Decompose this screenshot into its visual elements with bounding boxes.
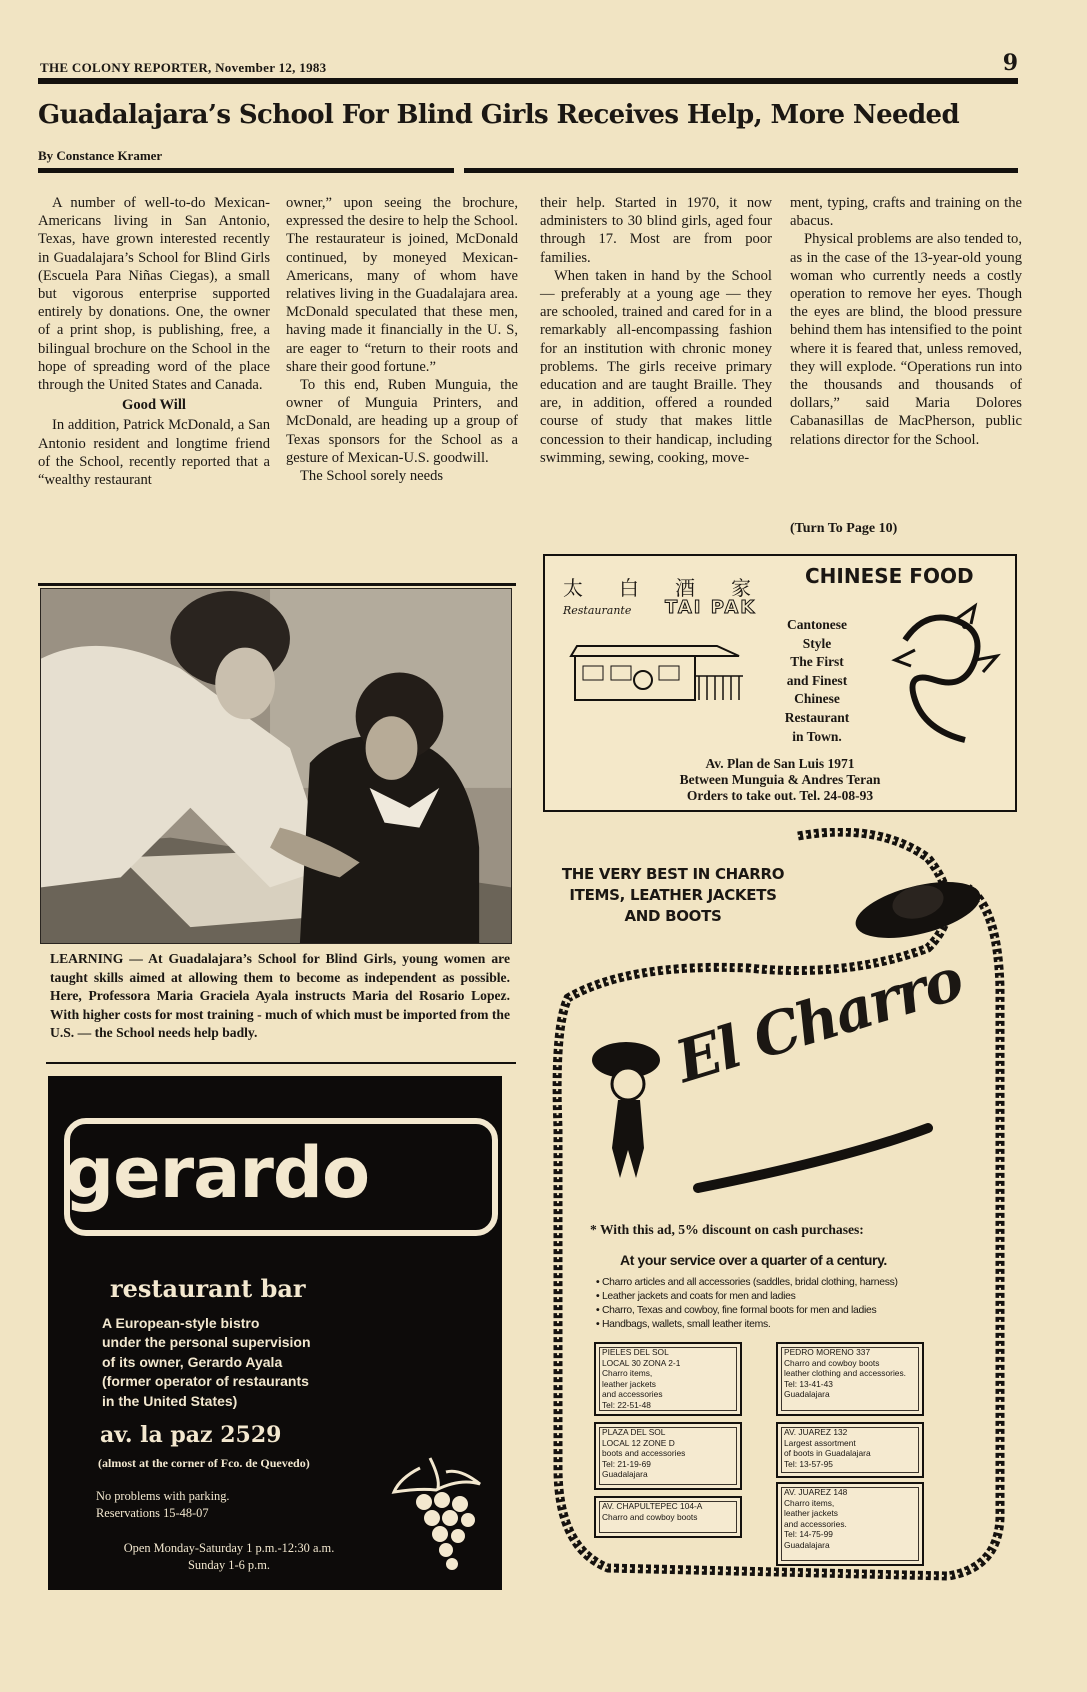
list-item: • Handbags, wallets, small leather items. — [596, 1318, 986, 1332]
gerardo-corner-note: (almost at the corner of Fco. de Quevedo) — [98, 1456, 310, 1470]
article-paragraph: When taken in hand by the School — preferably at a young age — they are schooled, trained and cared for in a remarkably all-encompassing fashion for an institution with chronic money problems. The girls receive primary education and are taught Braille. They are, in addition, offered a rounded course of study that makes little concession to their handicap, including swimming, sewing, cooking, move- — [540, 267, 772, 466]
taipak-address — [545, 756, 1015, 804]
gerardo-parking: No problems with parking. Reservations 15-48-07 — [96, 1489, 230, 1520]
grapes-icon — [390, 1448, 490, 1578]
store-card: AV. JUAREZ 132 Largest assortment of boots in Guadalajara Tel: 13-57-95 — [776, 1422, 924, 1478]
headline-rule-right — [464, 168, 1018, 173]
gerardo-description: A European-style bistro under the personal supervision of its owner, Gerardo Ayala (former operator of restaurants in the United States) — [102, 1315, 311, 1409]
article-paragraph: Physical problems are also tended to, as in the case of the 13-year-old young woman who currently needs a costly operation to remove her eyes. Though the eyes are blind, the blood pressure behind them has intensified to the point where it is feared that, unless removed, they will explode. “Operations run into the thousands and thousands of dollars,” said Maria Dolores Cabanasillas de MacPherson, public relations director for the School. — [790, 231, 1022, 448]
article-paragraph: In addition, Patrick McDonald, a San Antonio resident and longtime friend of the School, recently reported that a “wealthy restaurant — [38, 417, 270, 489]
gerardo-hours: Open Monday-Saturday 1 p.m.-12:30 a.m. Sunday 1-6 p.m. — [123, 1541, 335, 1572]
charro-discount: * With this ad, 5% discount on cash purchases: — [590, 1222, 864, 1237]
article-column-4 — [790, 194, 1022, 449]
article-paragraph: A number of well-to-do Mexican-Americans living in San Antonio, Texas, have grown interested recently in Guadalajara’s School for Blind Girls (Escuela Para Niñas Ciegas), a small but vigorous enterprise supported entirely by donations. One, the owner of a print shop, is publishing, free, a bilingual brochure on the School in the hope of spreading word of the place through the United States and Canada. — [38, 195, 270, 394]
charro-service-line: At your service over a quarter of a century. — [620, 1252, 887, 1268]
article-column-1 — [38, 194, 270, 489]
charro-headline: THE VERY BEST IN CHARRO ITEMS, LEATHER JACKETS AND BOOTS — [561, 865, 785, 925]
taipak-phone: Orders to take out. Tel. 24-08-93 — [686, 788, 874, 803]
store-card: PEDRO MORENO 337 Charro and cowboy boots leather clothing and accessories. Tel: 13-41-43 Guadalajara — [776, 1342, 924, 1416]
store-card: AV. JUAREZ 148 Charro items, leather jackets and accessories. Tel: 14-75-99 Guadalajara — [776, 1482, 924, 1566]
taipak-address-line: Av. Plan de San Luis 1971 — [705, 756, 855, 771]
taipak-name: TAI PAK — [665, 597, 757, 618]
photo-caption: LEARNING — At Guadalajara’s School for Blind Girls, young women are taught skills aimed at allowing them to become as independent as possible. Here, Professora Maria Graciela Ayala instructs Maria del Rosario Lopez. With higher costs for most training - much of which must be imported from the U.S. — the School needs help badly. — [50, 951, 510, 1041]
byline: By Constance Kramer — [38, 148, 163, 163]
article-paragraph: owner,” upon seeing the brochure, expressed the desire to help the School. The restaurateur is joined, McDonald continued, by moneyed Mexican-Americans, many of whom have relatives living in the Guadalajara area. McDonald speculated that these men, having made it financially in the U. S, are eager to “return to their roots and share their good fortune.” — [286, 195, 518, 375]
store-card: PLAZA DEL SOL LOCAL 12 ZONE D boots and accessories Tel: 21-19-69 Guadalajara — [594, 1422, 742, 1490]
article-headline: Guadalajara’s School For Blind Girls Receives Help, More Needed — [38, 100, 960, 130]
gerardo-logo: gerardo — [64, 1132, 370, 1214]
article-column-2 — [286, 194, 518, 485]
turn-to-page: (Turn To Page 10) — [790, 521, 898, 536]
dragon-icon — [885, 600, 1005, 750]
charro-item-list — [596, 1276, 986, 1332]
store-card: AV. CHAPULTEPEC 104-A Charro and cowboy boots — [594, 1496, 742, 1538]
article-paragraph: their help. Started in 1970, it now administers to 30 blind girls, aged four through 17. Most are from poor families. — [540, 195, 772, 266]
article-paragraph: ment, typing, crafts and training on the abacus. — [790, 195, 1022, 230]
page-number: 9 — [1002, 50, 1018, 76]
caption-rule — [46, 1062, 516, 1064]
store-card: PIELES DEL SOL LOCAL 30 ZONA 2-1 Charro items, leather jackets and accessories Tel: 22-51-48 — [594, 1342, 742, 1416]
paper-dateline: THE COLONY REPORTER, November 12, 1983 — [40, 60, 327, 75]
gerardo-subtitle: restaurant bar — [110, 1274, 306, 1303]
taipak-tagline: Cantonese Style The First and Finest Chinese Restaurant in Town. — [784, 617, 850, 744]
article-paragraph: The School sorely needs — [300, 468, 444, 485]
article-subhead: Good Will — [122, 397, 186, 414]
restaurant-building-icon — [567, 636, 747, 706]
taipak-restaurante-label: Restaurante — [563, 604, 632, 617]
photo-illustration — [41, 589, 511, 943]
masthead — [38, 50, 1018, 78]
list-item: • Charro articles and all accessories (saddles, bridal clothing, harness) — [596, 1276, 986, 1290]
photo-rule — [38, 583, 516, 586]
el-charro-logo: El Charro — [668, 944, 970, 1096]
taipak-ad — [543, 554, 1017, 812]
gerardo-address: av. la paz 2529 — [100, 1422, 282, 1448]
list-item: • Leather jackets and coats for men and ladies — [596, 1290, 986, 1304]
article-photo — [40, 588, 512, 944]
el-charro-ad — [548, 828, 1018, 1588]
taipak-chinese-name: 太白酒家 — [563, 576, 787, 600]
list-item: • Charro, Texas and cowboy, fine formal boots for men and ladies — [596, 1304, 986, 1318]
gerardo-ad — [48, 1076, 502, 1590]
article-paragraph: To this end, Ruben Munguia, the owner of Munguia Printers, and McDonald, are heading up a group of Texas sponsors for the School as a gesture of Mexican-U.S. goodwill. — [286, 377, 518, 466]
masthead-rule — [38, 78, 1018, 84]
taipak-address-line: Between Munguia & Andres Teran — [679, 772, 881, 787]
article-column-3 — [540, 194, 772, 467]
taipak-heading: CHINESE FOOD — [805, 564, 974, 588]
headline-rule-left — [38, 168, 454, 173]
